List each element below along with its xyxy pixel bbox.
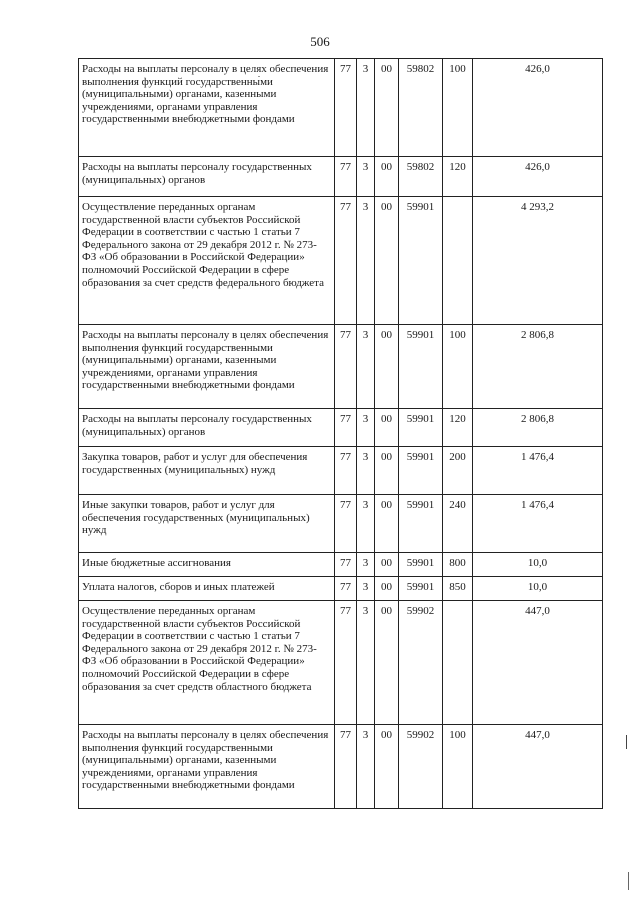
row-description: Закупка товаров, работ и услуг для обеспечения государственных (муниципальных) нужд — [79, 447, 335, 495]
code-main-activity: 00 — [375, 197, 399, 325]
amount-value: 426,0 — [473, 59, 603, 157]
table-row — [79, 447, 603, 495]
expense-type-code — [443, 197, 473, 325]
expense-type-code: 850 — [443, 577, 473, 601]
table-row — [79, 157, 603, 197]
table-row — [79, 197, 603, 325]
code-direction: 59901 — [399, 325, 443, 409]
code-direction: 59802 — [399, 59, 443, 157]
code-program: 77 — [335, 495, 357, 553]
table-row — [79, 325, 603, 409]
scan-artifact — [628, 872, 629, 890]
code-subprogram: 3 — [357, 157, 375, 197]
code-main-activity: 00 — [375, 601, 399, 725]
expense-type-code: 120 — [443, 409, 473, 447]
code-subprogram: 3 — [357, 409, 375, 447]
row-description: Расходы на выплаты персоналу государственных (муниципальных) органов — [79, 157, 335, 197]
amount-value: 10,0 — [473, 577, 603, 601]
code-program: 77 — [335, 409, 357, 447]
row-description: Расходы на выплаты персоналу в целях обеспечения выполнения функций государственными (муниципальными) органами, казенными учреждениями, органами управления государственными внебюджетными фондами — [79, 325, 335, 409]
amount-value: 2 806,8 — [473, 409, 603, 447]
code-main-activity: 00 — [375, 725, 399, 809]
code-main-activity: 00 — [375, 157, 399, 197]
code-subprogram: 3 — [357, 495, 375, 553]
table-row — [79, 495, 603, 553]
amount-value: 447,0 — [473, 601, 603, 725]
code-program: 77 — [335, 553, 357, 577]
code-program: 77 — [335, 325, 357, 409]
code-subprogram: 3 — [357, 725, 375, 809]
table-row — [79, 59, 603, 157]
code-subprogram: 3 — [357, 577, 375, 601]
amount-value: 1 476,4 — [473, 447, 603, 495]
code-direction: 59901 — [399, 495, 443, 553]
expense-type-code — [443, 601, 473, 725]
amount-value: 426,0 — [473, 157, 603, 197]
code-direction: 59901 — [399, 447, 443, 495]
amount-value: 10,0 — [473, 553, 603, 577]
table-row — [79, 553, 603, 577]
row-description: Расходы на выплаты персоналу в целях обеспечения выполнения функций государственными (муниципальными) органами, казенными учреждениями, органами управления государственными внебюджетными фондами — [79, 59, 335, 157]
code-program: 77 — [335, 577, 357, 601]
row-description: Осуществление переданных органам государственной власти субъектов Российской Федерации в соответствии с частью 1 статьи 7 Федерального закона от 29 декабря 2012 г. № 273-ФЗ «Об образовании в Российской Федерации» полномочий Российской Федерации в сфере образования за счет средств областного бюджета — [79, 601, 335, 725]
expense-type-code: 100 — [443, 325, 473, 409]
code-subprogram: 3 — [357, 325, 375, 409]
expense-type-code: 120 — [443, 157, 473, 197]
code-direction: 59901 — [399, 409, 443, 447]
code-direction: 59901 — [399, 197, 443, 325]
amount-value: 1 476,4 — [473, 495, 603, 553]
code-program: 77 — [335, 725, 357, 809]
code-subprogram: 3 — [357, 59, 375, 157]
expense-type-code: 800 — [443, 553, 473, 577]
code-direction: 59802 — [399, 157, 443, 197]
table-row — [79, 409, 603, 447]
code-direction: 59902 — [399, 725, 443, 809]
table-row — [79, 577, 603, 601]
code-main-activity: 00 — [375, 447, 399, 495]
row-description: Иные бюджетные ассигнования — [79, 553, 335, 577]
code-main-activity: 00 — [375, 59, 399, 157]
code-main-activity: 00 — [375, 409, 399, 447]
row-description: Уплата налогов, сборов и иных платежей — [79, 577, 335, 601]
table-row — [79, 725, 603, 809]
amount-value: 447,0 — [473, 725, 603, 809]
row-description: Расходы на выплаты персоналу государственных (муниципальных) органов — [79, 409, 335, 447]
code-main-activity: 00 — [375, 577, 399, 601]
scan-artifact — [626, 735, 627, 749]
code-direction: 59901 — [399, 553, 443, 577]
code-program: 77 — [335, 197, 357, 325]
budget-table — [78, 58, 603, 809]
amount-value: 2 806,8 — [473, 325, 603, 409]
code-main-activity: 00 — [375, 553, 399, 577]
code-subprogram: 3 — [357, 447, 375, 495]
code-program: 77 — [335, 157, 357, 197]
code-subprogram: 3 — [357, 197, 375, 325]
table-row — [79, 601, 603, 725]
page-number: 506 — [310, 34, 330, 49]
expense-type-code: 240 — [443, 495, 473, 553]
expense-type-code: 100 — [443, 725, 473, 809]
code-direction: 59902 — [399, 601, 443, 725]
amount-value: 4 293,2 — [473, 197, 603, 325]
row-description: Расходы на выплаты персоналу в целях обеспечения выполнения функций государственными (муниципальными) органами, казенными учреждениями, органами управления государственными внебюджетными фондами — [79, 725, 335, 809]
code-subprogram: 3 — [357, 553, 375, 577]
code-program: 77 — [335, 447, 357, 495]
code-subprogram: 3 — [357, 601, 375, 725]
code-main-activity: 00 — [375, 495, 399, 553]
code-main-activity: 00 — [375, 325, 399, 409]
code-direction: 59901 — [399, 577, 443, 601]
code-program: 77 — [335, 59, 357, 157]
row-description: Осуществление переданных органам государственной власти субъектов Российской Федерации в соответствии с частью 1 статьи 7 Федерального закона от 29 декабря 2012 г. № 273-ФЗ «Об образовании в Российской Федерации» полномочий Российской Федерации в сфере образования за счет средств федерального бюджета — [79, 197, 335, 325]
expense-type-code: 200 — [443, 447, 473, 495]
code-program: 77 — [335, 601, 357, 725]
row-description: Иные закупки товаров, работ и услуг для обеспечения государственных (муниципальных) нужд — [79, 495, 335, 553]
expense-type-code: 100 — [443, 59, 473, 157]
